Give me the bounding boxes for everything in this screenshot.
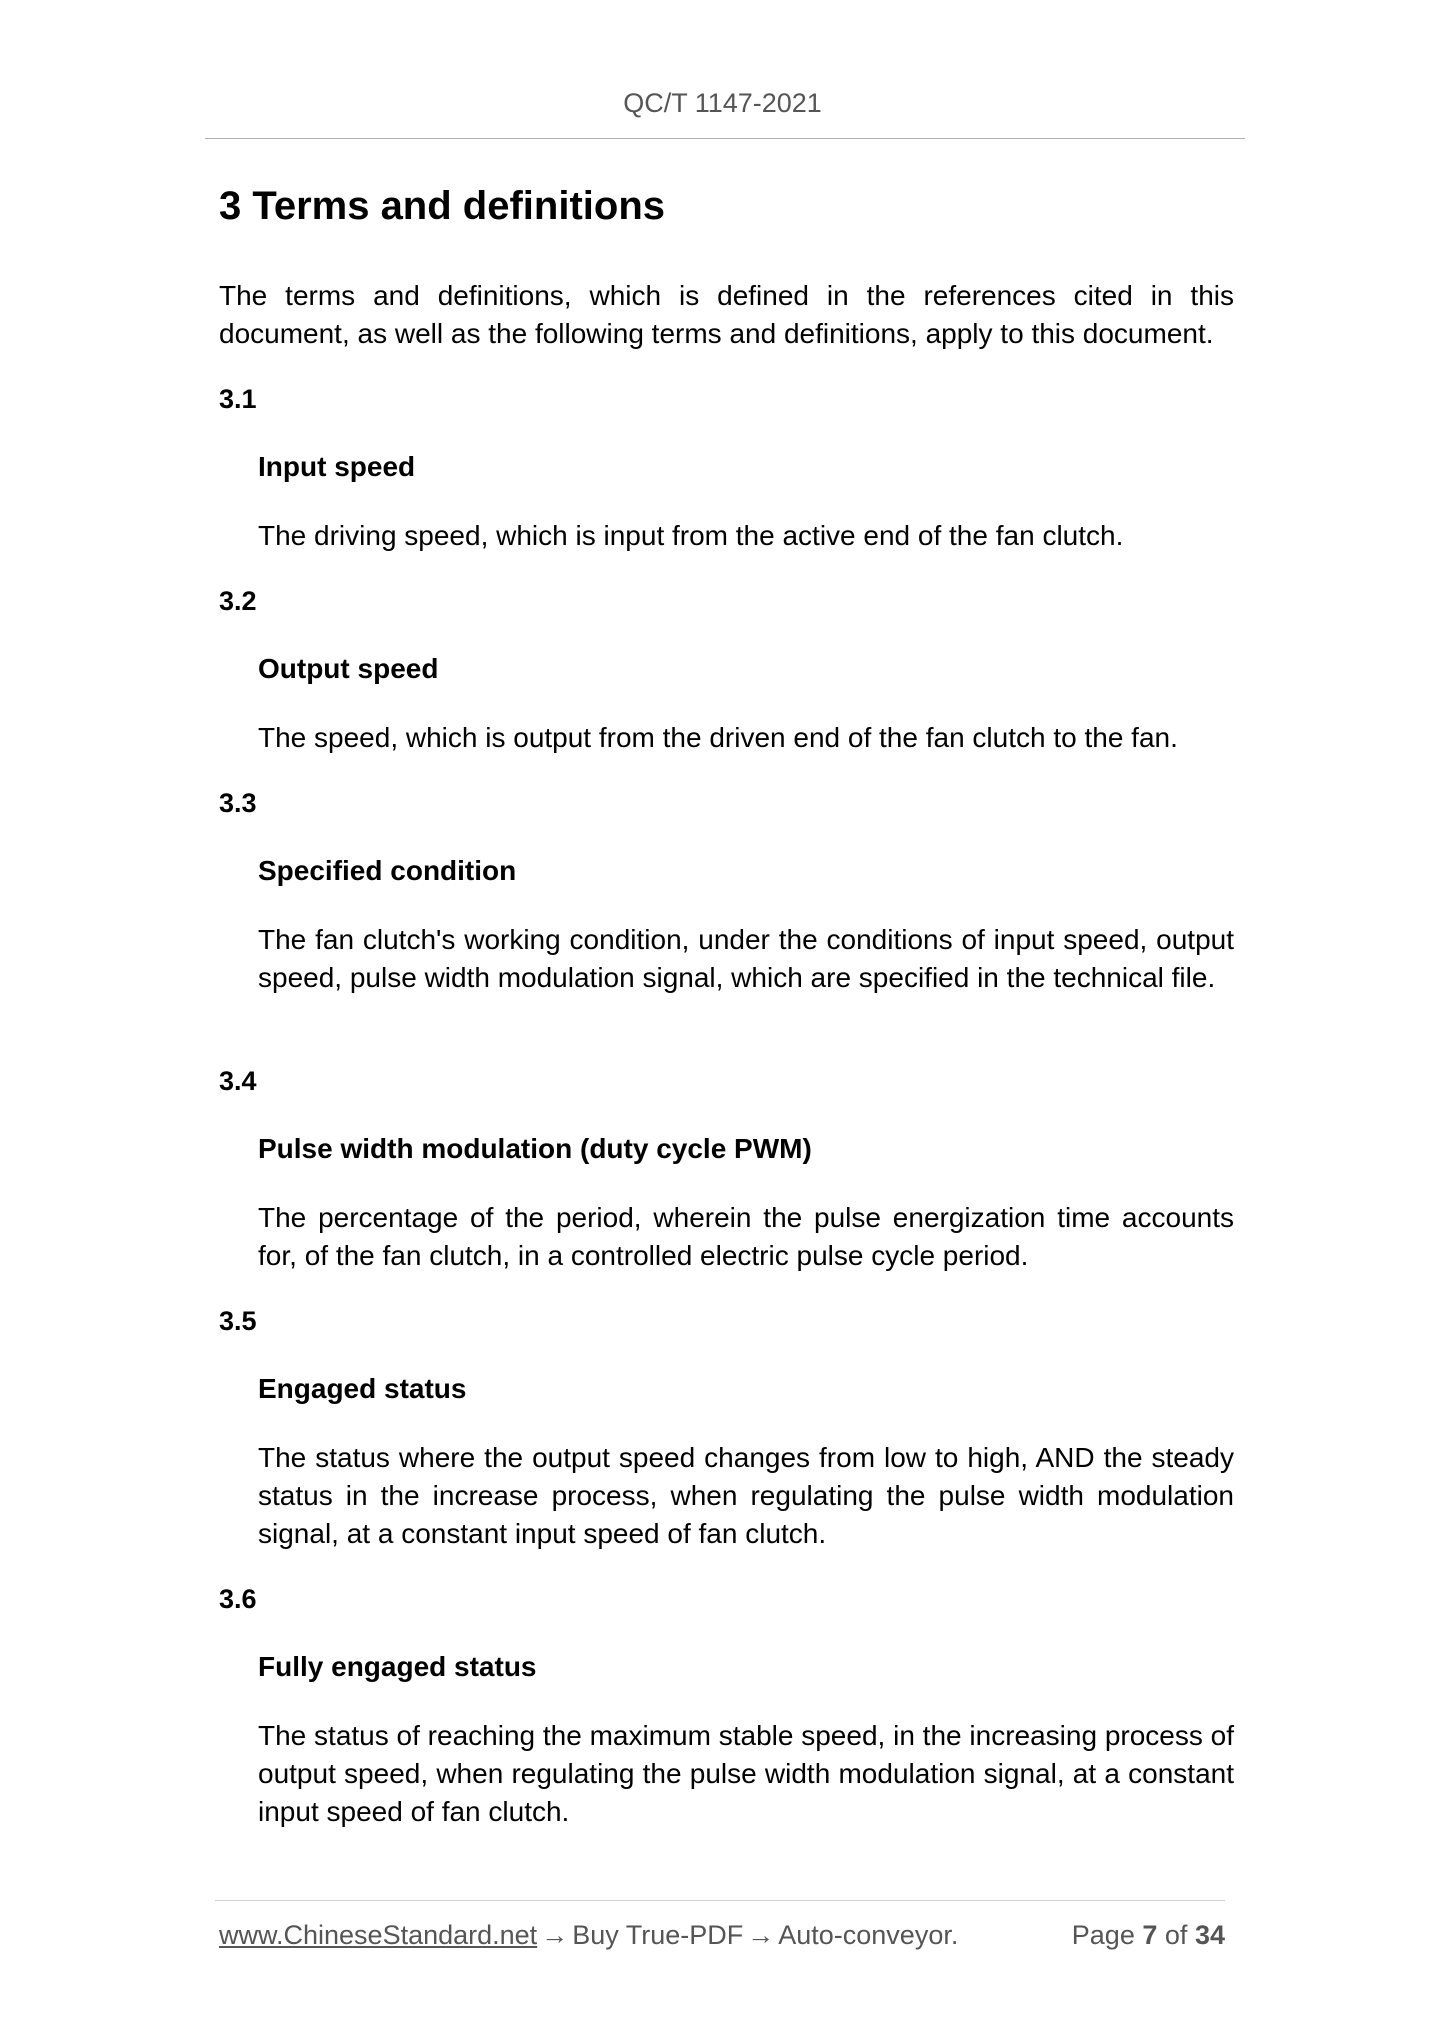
page-label: Page — [1071, 1920, 1135, 1950]
page-of-label: of — [1164, 1920, 1188, 1950]
term-definition: The status of reaching the maximum stable speed, in the increasing process of output speed, when regulating the pulse width modulation signal, at a constant input speed of fan clutch. — [258, 1720, 1234, 1827]
term-number: 3.6 — [219, 1584, 257, 1614]
term-definition: The driving speed, which is input from the active end of the fan clutch. — [258, 520, 1124, 551]
arrow-right-icon: → — [747, 1920, 775, 1950]
total-pages: 34 — [1194, 1920, 1225, 1950]
buy-true-pdf-text: Buy True-PDF — [572, 1920, 744, 1950]
term-name: Output speed — [258, 653, 439, 684]
website-link[interactable]: www.ChineseStandard.net — [219, 1920, 538, 1950]
term-name: Fully engaged status — [258, 1651, 537, 1682]
header-divider — [205, 138, 1245, 139]
term-definition: The fan clutch's working condition, under the conditions of input speed, output speed, pulse width modulation signal, which are specified in the technical file. — [258, 924, 1234, 993]
term-number: 3.1 — [219, 384, 257, 414]
term-definition: The speed, which is output from the driven end of the fan clutch to the fan. — [258, 722, 1178, 753]
term-definition: The percentage of the period, wherein the pulse energization time accounts for, of the fan clutch, in a controlled electric pulse cycle period. — [258, 1202, 1234, 1271]
term-name: Engaged status — [258, 1373, 467, 1404]
arrow-right-icon: → — [541, 1920, 569, 1950]
page-number — [1072, 1920, 1225, 1951]
section-intro: The terms and definitions, which is defined in the references cited in this document, as well as the following terms and definitions, apply to this document. — [219, 280, 1234, 349]
term-name: Input speed — [258, 451, 416, 482]
term-number: 3.3 — [219, 788, 257, 818]
term-number: 3.4 — [219, 1066, 257, 1096]
current-page: 7 — [1142, 1920, 1158, 1950]
term-number: 3.2 — [219, 586, 257, 616]
section-title: 3 Terms and definitions — [219, 184, 665, 228]
term-name: Specified condition — [258, 855, 517, 886]
term-number: 3.5 — [219, 1306, 257, 1336]
footer-links — [219, 1920, 958, 1951]
auto-conveyor-text: Auto-conveyor. — [778, 1920, 959, 1950]
term-definition: The status where the output speed changes from low to high, AND the steady status in the increase process, when regulating the pulse width modulation signal, at a constant input speed of fan clutch. — [258, 1442, 1234, 1549]
page-header-doc-code: QC/T 1147-2021 — [623, 88, 822, 118]
footer-divider — [215, 1900, 1225, 1901]
term-name: Pulse width modulation (duty cycle PWM) — [258, 1133, 812, 1164]
